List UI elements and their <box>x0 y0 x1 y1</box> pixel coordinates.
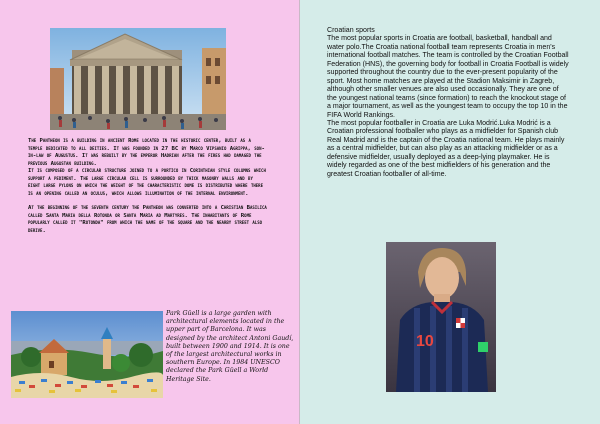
pantheon-paragraph-1: The Pantheon is a building in ancient Rome located in the historic center, built as a temple dedicated to all deities. It was founded in 27 BC by Marco Vipsanio Agrippa, son-in-law of Augustus. It was rebuilt by the emperor Hadrian after the fires had damaged the previous Augustan building. <box>28 138 265 167</box>
luka-modric-photo <box>386 242 496 392</box>
article-paragraph-2: The most popular footballer in Croatia are Luka Modrić.Luka Modrić is a Croatian professional footballer who plays as a midfielder for Spanish club Real Madrid and is the captain of the Croatia national team. He plays mainly as a central midfielder, but can also play as an attacking midfielder or as a defensive midfielder, usually deployed as a deep-lying playmaker. He is widely regarded as one of the best midfielders of his generation and the greatest Croatian footballer of all-time. <box>327 119 565 178</box>
pantheon-photo <box>50 28 226 130</box>
park-guell-photo <box>11 311 163 398</box>
croatian-sports-article <box>327 27 569 179</box>
pantheon-paragraph-3: At the beginning of the seventh century the Pantheon was converted into a Christian Basilica called Santa Maria della Rotonda or Santa Maria ad Martyres. The inhabitants of Rome popularly called it "Rotonda" from which the name of the square and the nearby street also derive. <box>28 205 267 235</box>
park-guell-description: Park Güell is a large garden with architectural elements located in the upper part of Barcelona. It was designed by the architect Antoni Gaudí, built between 1900 and 1914. It is one of the largest architectural works in southern Europe. In 1984 UNESCO declared the Park Güell a World Heritage Site. <box>166 310 294 383</box>
jersey-number: 10 <box>416 333 434 350</box>
pantheon-paragraph-2: It is composed of a circular structure joined to a portico in Corinthian style columns which support a pediment. The large circular cell is surrounded by thick masonry walls and by eight large pylons on which the weight of the characteristic dome is distributed where there is an opening called an oculus, which allows illumination of the internal environment. <box>28 168 266 197</box>
pantheon-description <box>28 138 268 236</box>
article-paragraph-1: The most popular sports in Croatia are football, basketball, handball and water polo.The Croatia national football team represents Croatia in men's international football matches. The team is controlled by the Croatian Football Federation (HNS), the governing body for football in Croatia Football is widely supported throughout the country due to the ever-present popularity of the sport. Most home matches are played at the Stadion Maksimir in Zagreb, although other smaller venues are also used occasionally. They are one of the youngest national teams (since formation) to reach the knockout stage of a major tournament, as well as the youngest team to occupy the top 10 in the FIFA World Rankings. <box>327 35 569 119</box>
article-heading: Croatian sports <box>327 27 375 34</box>
